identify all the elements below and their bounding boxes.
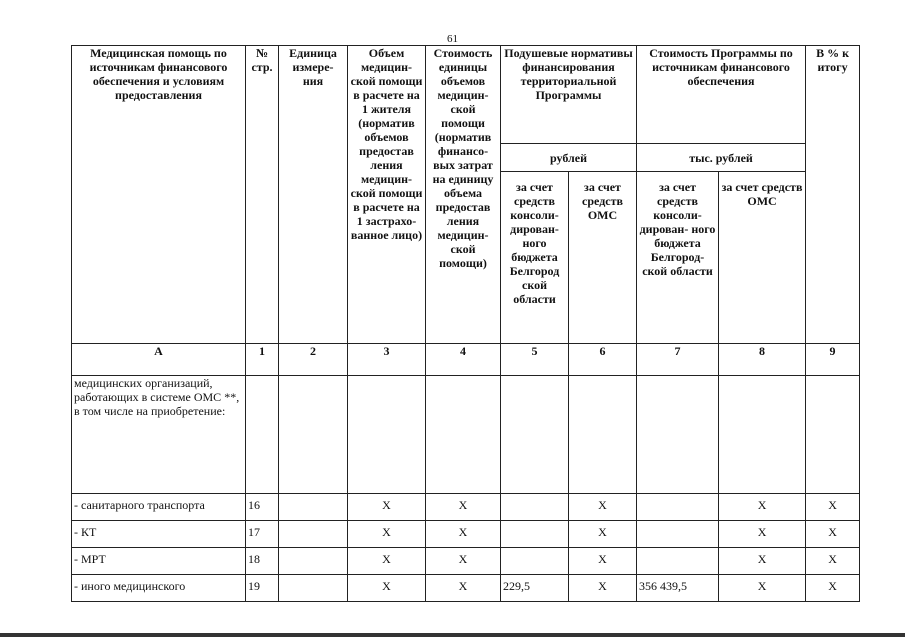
cell-oms-per-capita: Х: [569, 575, 637, 602]
cell-oms-per-capita: Х: [569, 548, 637, 575]
column-number: 6: [569, 344, 637, 376]
header-volume: Объем медицин- ской помощи в расчете на 1 жителя (норматив объемов предостав ления медицин- ской помощи в расчете на 1 застрахо- ванное лицо): [348, 46, 426, 344]
table-row: [72, 575, 860, 602]
column-number: 3: [348, 344, 426, 376]
header-medical-care: Медицинская помощь по источникам финансового обеспечения и условиям предоставления: [72, 46, 246, 344]
cell-oms-cost: Х: [719, 575, 806, 602]
column-number: 8: [719, 344, 806, 376]
cell-oms-per-capita: Х: [569, 521, 637, 548]
header-unit: Единица измере- ния: [279, 46, 348, 344]
cell-budget-cost: [637, 521, 719, 548]
header-oms-cost: за счет средств ОМС: [719, 172, 806, 344]
header-program-cost-group: Стоимость Программы по источникам финансового обеспечения: [637, 46, 806, 144]
header-row-number: № стр.: [246, 46, 279, 344]
cell-unit: [279, 521, 348, 548]
cell-oms-cost: Х: [719, 494, 806, 521]
column-number: 1: [246, 344, 279, 376]
cell-budget-per-capita: [501, 548, 569, 575]
row-label: - иного медицинского: [72, 575, 246, 602]
row-number: 17: [246, 521, 279, 548]
cell-volume: [348, 376, 426, 494]
cell-unit-cost: [426, 376, 501, 494]
row-number: 16: [246, 494, 279, 521]
column-number: 9: [806, 344, 860, 376]
header-budget-per-capita: за счет средств консоли- дирован- ного бюджета Белгород ской области: [501, 172, 569, 344]
row-number: 19: [246, 575, 279, 602]
table-row: [72, 548, 860, 575]
cell-percent: Х: [806, 494, 860, 521]
cell-budget-cost: [637, 548, 719, 575]
cell-volume: Х: [348, 548, 426, 575]
header-unit-cost: Стоимость единицы объемов медицин- ской помощи (норматив финансо- вых затрат на единицу объема предостав ления медицин- ской помощи): [426, 46, 501, 344]
cell-budget-per-capita: [501, 376, 569, 494]
cell-budget-cost: [637, 376, 719, 494]
column-number: 5: [501, 344, 569, 376]
column-number: 7: [637, 344, 719, 376]
column-number: А: [72, 344, 246, 376]
cell-unit-cost: Х: [426, 521, 501, 548]
row-label: - МРТ: [72, 548, 246, 575]
header-percent-total: В % к итогу: [806, 46, 860, 344]
cell-budget-per-capita: [501, 521, 569, 548]
cell-oms-per-capita: [569, 376, 637, 494]
header-per-capita-group: Подушевые нормативы финансирования территориальной Программы: [501, 46, 637, 144]
cell-unit-cost: Х: [426, 494, 501, 521]
cell-percent: Х: [806, 548, 860, 575]
page-number: 61: [447, 33, 458, 45]
row-label: - КТ: [72, 521, 246, 548]
table-row: [72, 494, 860, 521]
header-budget-cost: за счет средств консоли- дирован- ного бюджета Белгород- ской области: [637, 172, 719, 344]
cell-oms-per-capita: Х: [569, 494, 637, 521]
cell-budget-per-capita: 229,5: [501, 575, 569, 602]
column-number: 2: [279, 344, 348, 376]
header-unit-rubles: рублей: [501, 144, 637, 172]
column-number: 4: [426, 344, 501, 376]
row-label: медицинских организаций, работающих в системе ОМС **, в том числе на приобретение:: [72, 376, 246, 494]
cell-volume: Х: [348, 575, 426, 602]
cell-budget-cost: [637, 494, 719, 521]
cell-percent: [806, 376, 860, 494]
cell-oms-cost: Х: [719, 521, 806, 548]
cell-budget-per-capita: [501, 494, 569, 521]
header-unit-thousand-rubles: тыс. рублей: [637, 144, 806, 172]
row-label: - санитарного транспорта: [72, 494, 246, 521]
cell-percent: Х: [806, 575, 860, 602]
cell-percent: Х: [806, 521, 860, 548]
row-number: 18: [246, 548, 279, 575]
cell-oms-cost: [719, 376, 806, 494]
cell-volume: Х: [348, 521, 426, 548]
cell-budget-cost: 356 439,5: [637, 575, 719, 602]
program-cost-table: [71, 45, 860, 602]
cell-oms-cost: Х: [719, 548, 806, 575]
cell-unit: [279, 548, 348, 575]
page-bottom-edge: [0, 633, 905, 637]
row-number: [246, 376, 279, 494]
header-oms-per-capita: за счет средств ОМС: [569, 172, 637, 344]
cell-unit: [279, 494, 348, 521]
cell-volume: Х: [348, 494, 426, 521]
table-row: [72, 376, 860, 494]
column-number-row: [72, 344, 860, 376]
cell-unit-cost: Х: [426, 548, 501, 575]
cell-unit: [279, 376, 348, 494]
cell-unit: [279, 575, 348, 602]
cell-unit-cost: Х: [426, 575, 501, 602]
table-row: [72, 521, 860, 548]
